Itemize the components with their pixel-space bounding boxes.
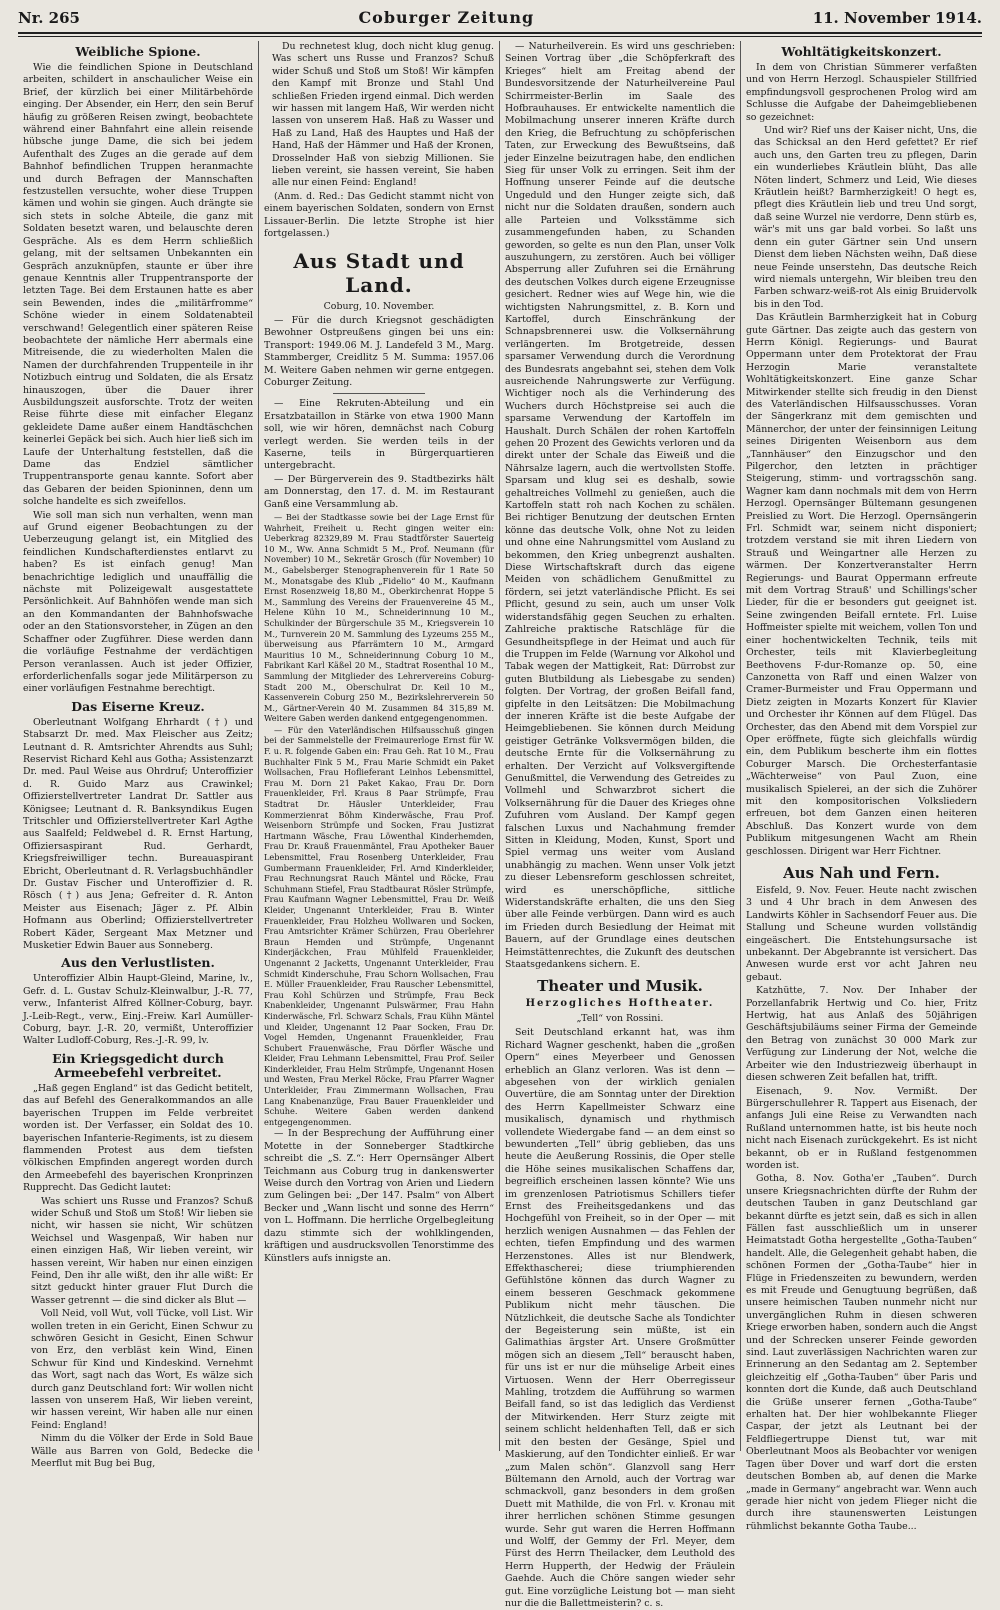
issue-number: Nr. 265 — [18, 9, 80, 27]
article-motette: — In der Besprechung der Aufführung einer Motette in der Sonneberger Stadtkirche schreibt die „S. Z.“: Herr Opernsänger Albert Teichmann aus Coburg trug in dankenswerter Weise durch den Vortrag von Arien und Liedern zum Gelingen bei: „Der 147. Psalm“ von Albert Becker und „Wann lischt und sonne des Herrn“ von L. Hoffmann. Die herrliche Orgelbegleitung dazu stimmte sich der wohlklingenden, kräftigen und ausdrucksvollen Tenorstimme des Künstlers aufs innigste an. — [264, 1128, 494, 1264]
column-1 — [18, 41, 259, 1470]
masthead-rule-thin — [18, 36, 982, 37]
article-eisfeld: Eisfeld, 9. Nov. Feuer. Heute nacht zwischen 3 und 4 Uhr brach in dem Anwesen des Landwirts Köhler in Sachsendorf Feuer aus. Die Stallung und Scheune wurden vollständig eingeäschert. Die Entstehungsursache ist unbekannt. Der Abgebrannte ist versichert. Das Anwesen wurde erst vor acht Jahren neu gebaut. — [746, 885, 977, 983]
dateline: Coburg, 10. November. — [323, 300, 435, 312]
article-konzert-intro: In dem von Christian Sümmerer verfaßten und von Herrn Herzogl. Schauspieler Stillfried empfindungsvoll gesprochenen Prolog wird am Schlusse die Aufgabe der Daheimgebliebenen so gezeichnet: — [746, 62, 977, 123]
article-rekruten: — Eine Rekruten-Abteilung und ein Ersatzbataillon in Stärke von etwa 1900 Mann soll, wie wir hören, demnächst nach Coburg verlegt werden. Sie werden teils in der Kaserne, teils in Bürgerquartieren untergebracht. — [264, 398, 494, 472]
column-2 — [259, 41, 500, 1451]
article-buergerverein: — Der Bürgerverein des 9. Stadtbezirks hält am Donnerstag, den 17. d. M. im Restaurant Ganß eine Versammlung ab. — [264, 473, 494, 510]
article-naturheilverein: — Naturheilverein. Es wird uns geschrieben: Seinen Vortrag über „die Schöpferkraft des Krieges“ hielt am Freitag abend der Bundesvorsitzende der Naturheilvereine Paul Schirrmeister-Berlin im Saale des Hofbrauhauses. Er entwickelte namentlich die Mobilmachung unserer inneren Kräfte durch den Krieg, die Befruchtung zu schöpferischen Taten, zur Erweckung des Bewußtseins, daß jeder Einzelne beizutragen habe, den endlichen Sieg für unser Volk zu erringen. Seit ihm der Hoffnung unserer Feinde auf die deutsche Ungeduld und den Hunger zeigte sich, daß nicht nur die Soldaten draußen, sondern auch alle Parteien und Volksstämme sich zusammengefunden haben, zu Schanden geworden, so gelte es nun den Plan, unser Volk auszuhungern, zu zerstören. Auch bei völliger Absperrung aller Zufuhren sei die Ernährung des deutschen Volkes durch eigene Erzeugnisse gesichert. Redner wies auf Wege hin, wie die wichtigsten Nahrungsmittel, z. B. Korn und Kartoffel, durch Einschränkung der Schnapsbrennerei usw. die Volksernährung verlängerten. Im Brotgetreide, dessen sparsamer Verwendung durch die Verordnung des Bundesrats angebahnt sei, stehen dem Volk ausreichende Nahrungswerte zur Verfügung. Wichtiger noch als die Verhinderung des Wuchers durch Höchstpreise sei auch die sparsame Verwendung der Kartoffeln im Haushalt. Durch Schälen der rohen Kartoffeln gehen 20 Prozent des Gewichts verloren und da direkt unter der Schale das Eiweiß und die Nährsalze lagern, auch die wertvollsten Stoffe. Sparsam und klug sei es deshalb, sowie gehaltreiches Vollmehl zu genießen, auch die Kartoffeln statt roh nach Kochen zu schälen. Bei richtiger Benutzung der deutschen Ernten könne das deutsche Volk, ohne Not zu leiden und ohne eine Nahrungsmittel vom Ausland zu bekommen, den Krieg unbegrenzt aushalten. Diese Wirtschaftskraft durch das eigene Meiden von schädlichem Genußmittel zu fördern, sei jetzt vaterländische Pflicht. Es sei Pflicht, gesund zu sein, auch um unser Volk widerstandsfähig gegen Seuchen zu erhalten. Zahlreiche praktische Ratschläge für die Gesundheitspflege in der Heimat und auch für die Truppen im Felde (Warnung vor Alkohol und Tabak wegen der Mattigkeit, Rat: Dürrobst zur guten Blutbildung als Liebesgabe zu senden) folgten. Der Vortrag, der großen Beifall fand, gipfelte in den Leitsätzen: Die Mobilmachung der inneren Kräfte ist die beste Aufgabe der Heimgebliebenen. Sie können durch Meidung geistiger Getränke Volksvermögen bilden, die deutsche Ernte für die Volksernährung zu erhalten. Der Verzicht auf Volksvergiftende Genußmittel, die Verwendung des Getreides zu Vollmehl und Schwarzbrot sichert die Volksernährung für die Dauer des Krieges ohne Zufuhren vom Ausland. Der Kampf gegen falschen Luxus und Nachahmung fremder Sitten in Kleidung, Moden, Kunst, Sport und Spiel vermag uns weiter vom Ausland unabhängig zu machen. Wenn unser Volk jetzt zu dieser Lebensreform geschlossen schreitet, wird es unerschöpfliche, sittliche Widerstandskräfte erhalten, die uns den Sieg über alle Feinde verbürgen. Dann wird es auch im Frieden durch Besiedlung der Heimat mit Bauern, auf der Grundlage eines deutschen Heimstättenrechtes, die Zukunft des deutschen Staatsgedankens sichern. E. — [505, 41, 735, 971]
article-gotha: Gotha, 8. Nov. Gotha'er „Tauben“. Durch unsere Kriegsnachrichten dürfte der Ruhm der deutschen Tauben in ganz Deutschland gar bekannt dürfte es jetzt sein, daß es sich in allen Fällen fast ausschließlich um in unserer Heimatstadt Gotha hergestellte „Gotha-Tauben“ handelt. Alle, die Gelegenheit gehabt haben, die schönen Formen der „Gotha-Taube“ hier in Flüge in Friedenszeiten zu bewundern, werden es mit Freude und Genugtuung begrüßen, daß unsere heimischen Tauben nunmehr nicht nur unvergänglichen Ruhm in diesen schweren Kriege erworben haben, sondern auch die Angst und der Schrecken unserer Feinde geworden sind. Laut zuverlässigen Nachrichten waren zur Erinnerung an den Sedantag am 2. September gleichzeitig elf „Gotha-Tauben“ über Paris und konnten dort die Kunde, daß auch Deutschland die Grüße unserer fernen „Gotha-Taube“ erhalten hat. Der hier wohlbekannte Flieger Caspar, der jetzt als Leutnant bei der Feldfliegertruppe Dienst tut, war mit Oberleutnant Moos als Beobachter vor wenigen Tagen über Dover und warf dort die ersten deutschen Bomben ab, auf denen die Marke „made in Germany“ angebracht war. Wenn auch gerade hier nicht von jedem Flieger nicht die durch ihre staunenswerten Leistungen rühmlichst bekannte Gotha Taube... — [746, 1173, 977, 1532]
issue-date: 11. November 1914. — [812, 9, 982, 27]
heading-wohltaetigkeitskonzert: Wohltätigkeitskonzert. — [781, 44, 942, 59]
heading-kriegsgedicht: Ein Kriegsgedicht durch Armeebefehl verbreitet. — [52, 1050, 224, 1080]
prolog-verse: Und wir? Rief uns der Kaiser nicht, Uns, die das Schicksal an den Herd gefettet? Er rief auch uns, den Garten treu zu pflegen, Darin ein wunderliebes Kräutlein blüht, Das alle Nöten lindert, Schmerz und Leid, Wie dieses Kräutlein heißt? Barmherzigkeit! O hegt es, pflegt dies Kräutlein lieb und treu Und sorgt, daß seine Wurzel nie verdorre, Denn stürb es, wär's mit uns gar bald vorbei. So laßt uns denn ein guter Gärtner sein Und unsern Dienst dem lieben Nächsten weihn, Daß diese neue Feinde unserstehn, Das deutsche Reich wird niemals untergehn, Wir bleiben treu den Farben schwarz-weiß-rot Als einig Bruidervolk bis in den Tod. — [754, 125, 977, 310]
masthead — [18, 8, 982, 30]
masthead-rule — [18, 32, 982, 34]
article-spione: Wie die feindlichen Spione in Deutschland arbeiten, schildert in anschaulicher Weise ein Brief, der kürzlich bei einer Militärbehörde einging. Der Absender, ein Herr, den sein Beruf häufig zu größeren Reisen zwingt, beobachtete während einer Bahnfahrt eine allein reisende hübsche junge Dame, die sich bei jedem Aufenthalt des Zuges an die gerade auf dem Bahnhof befindlichen Truppen heranmachte und durch Befragen der Mannschaften festzustellen versuchte, woher diese Truppen kämen und wohin sie gingen. Auch drängte sie sich stets in solche Abteile, die ganz mit Soldaten besetzt waren, und belauschte deren Gespräche. Als es dem Herrn schließlich gelang, mit der seltsamen Unbekannten ein Gespräch anzuknüpfen, staunte er über ihre genaue Kenntnis aller Truppentransporte der letzten Tage. Bei dem Erstaunen hatte es aber sein Bewenden, indes die „militärfromme“ Schöne wieder in einem Soldatenabteil verschwand! Gelegentlich einer späteren Reise beobachtete der nämliche Herr abermals eine Mitreisende, die zu wiederholten Malen die Namen der durchfahrenden Truppenteile in ihr Notizbuch eintrug und Soldaten, die als Ersatz hinauszogen, über die Dauer ihrer Ausbildungszeit ausforschte. Trotz der weiten Reise führte diese mit einfacher Eleganz gekleidete Dame außer einem Handtäschchen keinerlei Gepäck bei sich. Auch hier ließ sich im Laufe der Unterhaltung feststellen, daß die Dame das Endziel sämtlicher Truppentransporte genau kannte. Sofort aber das Gebaren der beiden Spioninnen, denn um solche handelte es sich zweifellos. — [23, 62, 253, 508]
article-gedicht-intro: „Haß gegen England“ ist das Gedicht betitelt, das auf Befehl des Generalkommandos an alle bayerischen Truppen im Felde verbreitet worden ist. Der Verfasser, ein Soldat des 10. bayerischen Infanterie-Regiments, ist zu diesem flammenden Protest aus dem tiefsten völkischen Empfinden angeregt worden durch den Armeebefehl des bayerischen Kronprinzen Rupprecht. Das Gedicht lautet: — [23, 1082, 253, 1194]
article-ostpreussen: — Für die durch Kriegsnot geschädigten Bewohner Ostpreußens gingen bei uns ein: Transport: 1949.06 M. J. Landefeld 3 M., Marg. Stammberger, Creidlitz 5 M. Summa: 1957.06 M. Weitere Gaben nehmen wir gerne entgegen. Coburger Zeitung. — [264, 314, 494, 388]
heading-nah-und-fern: Aus Nah und Fern. — [783, 864, 940, 882]
column-4 — [741, 41, 982, 1532]
article-konzert: Das Kräutlein Barmherzigkeit hat in Coburg gute Gärtner. Das zeigte auch das gestern von Herrn Königl. Regierungs- und Baurat Oppermann unter dem Protektorat der Frau Herzogin Marie veranstaltete Wohltätigkeitskonzert. Eine ganze Schar Mitwirkender stellte sich freudig in den Dienst des Vaterländischen Hilfsausschusses. Voran der Sängerkranz mit dem gemischten und Männerchor, der unter der feinsinnigen Leitung seines Dirigenten Weisenborn aus dem „Tannhäuser“ den Einzugschor und den Pilgerchor, den letzten in prächtiger Steigerung, stimm- und vortragsschön sang. Wagner kam dann nochmals mit dem von Herrn Herzogl. Opernsänger Bültemann gesungenen Preislied zu Wort. Die Herzogl. Opernsängerin Frl. Schmidt war, seinem nicht disponiert; trotzdem verstand sie mit ihren Liedern von Strauß und Weingartner alle Herzen zu wärmen. Der Konzertveranstalter Herrn Regierungs- und Baurat Oppermann erfreute mit dem Vortrag Strauß' und Schillings'scher Lieder, für die er besonders gut geeignet ist. Seine zwingenden Beifall erntete. Frl. Luise Hoffmeister spielte mit weichem, vollen Ton und einer hochentwickelten Technik, teils mit Orchester, teils mit Klavierbegleitung Beethovens F-dur-Romanze op. 50, eine Canzonetta von Raff und einen Walzer von Cramer-Burmeister und Frau Oppermann und Dietz zeigten in Mozarts Konzert für Klavier und Orchester ihr Können auf dem Flügel. Das Orchester, das den Abend mit dem Vorspiel zur Oper eröffnete, fügte sich gleichfalls würdig ein, dem Publikum bescherte ihm ein flottes Coburger Marsch. Die Orchesterfantasie „Wächterweise“ von Paul Zuon, eine musikalisch Spielerei, an der sich die Zuhörer mit den kompositorischen Volksliedern erfreuen, bot dem Ganzen einen heiteren Abschluß. Das Konzert wurde von dem Publikum mitgesungenen Wacht am Rhein geschlossen. Dirigent war Herr Fichtner. — [746, 312, 977, 857]
heading-hoftheater: Herzogliches Hoftheater. — [525, 998, 715, 1010]
article-eiserne-kreuz: Oberleutnant Wolfgang Ehrhardt (†) und Stabsarzt Dr. med. Max Fleischer aus Zeitz; Leutnant d. R. Amtsrichter Ahrendts aus Suhl; Reservist Richard Kehl aus Gotha; Assistenzarzt Dr. med. Paul Weise aus Ohrdruf; Unteroffizier d. R. Guido Marz aus Crawinkel; Offizierstellvertreter Landrat Dr. Sattler aus Königsee; Leutnant d. R. Banksyndikus Eugen Tritschler und Offizierstellvertreter Karl Agthe aus Saalfeld; Feldwebel d. R. Ernst Hartung, Offiziersaspirant Rud. Gerhardt, Kriegsfreiwilliger techn. Bureauaspirant Ebricht, Oberleutnant d. R. Verlagsbuchhändler Dr. Gustav Fischer und Unteroffizier d. R. Rösch (†) aus Jena; Gefreiter d. R. Anton Meister aus Eisenach; Jäger z. Pf. Albin Hofmann aus Oberlind; Offizierstellvertreter Robert Käder, Sergeant Max Metzner und Musketier Edwin Bauer aus Sonneberg. — [23, 716, 253, 952]
article-eisenach: Eisenach, 9. Nov. Vermißt. Der Bürgerschullehrer R. Tappert aus Eisenach, der anfangs Juli eine Reise zu Verwandten nach Rußland unternommen hatte, ist bis heute noch nicht nach Eisenach zurückgekehrt. Es ist nicht bekannt, ob er in Rußland festgenommen worden ist. — [746, 1085, 977, 1171]
heading-eiserne-kreuz: Das Eiserne Kreuz. — [71, 698, 205, 714]
article-hilfsausschuss: — Für den Vaterländischen Hilfsausschuß gingen bei der Sammelstelle der Freimaurerloge Ernst für W. F. u. R. folgende Gaben ein: Frau Geh. Rat 10 M., Frau Buchhalter Fink 5 M., Frau Marie Schmidt ein Paket Wollsachen, Frau Hoflieferant Leinhos Lebensmittel, Frau M. Dorn 21 Paket Kakao, Frau Dr. Dorn Frauenkleider, Frl. Kraus 8 Paar Strümpfe, Frau Stadtrat Dr. Häusler Unterkleider, Frau Kommerzienrat Böhm Kinderwäsche, Frau Prof. Weisenborn Strümpfe und Socken, Frau Justizrat Hartmann Wäsche, Frau Löwenthal Kinderhemden, Frau Dr. Krauß Frauenmäntel, Frau Apotheker Bauer Lebensmittel, Frau Rosenberg Unterkleider, Frau Gumbermann Frauenkleider, Frl. Arnd Kinderkleider, Frau Rechnungsrat Rauch Mäntel und Röcke, Frau Schuhmann Stiefel, Frau Stadtbaurat Rösler Strümpfe, Frau Kaufmann Wagner Lebensmittel, Frau Dr. Weiß Kleider, Ungenannt Unterkleider, Frau B. Winter Frauenkleider, Frau Holzheu Wollwaren und Socken, Frau Amtsrichter Krämer Schürzen, Frau Oberlehrer Braun Hemden und Strümpfe, Ungenannt Kinderjäckchen, Frau Mühlfeld Frauenkleider, Ungenannt 2 Jacketts, Ungenannt Unterkleider, Frau Schmidt Kinderschuhe, Frau Schorn Wollsachen, Frau E. Müller Frauenkleider, Frau Rauscher Lebensmittel, Frau Kohl Schürzen und Strümpfe, Frau Beck Knabenkleider, Ungenannt Pulswärmer, Frau Hahn Kinderwäsche, Frl. Schwarz Schals, Frau Kühn Mäntel und Kleider, Ungenannt 12 Paar Socken, Frau Dr. Vogel Hemden, Ungenannt Frauenkleider, Frau Schubert Frauenwäsche, Frau Dörfler Wäsche und Kleider, Frau Lehmann Lebensmittel, Frau Prof. Seiler Kinderkleider, Frau Helm Strümpfe, Ungenannt Hosen und Westen, Frau Merkel Röcke, Frau Pfarrer Wagner Unterkleider, Frau Zimmermann Wollsachen, Frau Lang Knabenanzüge, Frau Bauer Frauenkleider und Schuhe. Weitere Gaben werden dankend entgegengenommen. — [264, 724, 494, 1127]
heading-theater-musik: Theater und Musik. — [537, 977, 703, 996]
article-katzhuette: Katzhütte, 7. Nov. Der Inhaber der Porzellanfabrik Hertwig und Co. hier, Fritz Hertwig, hat aus Anlaß des 50jährigen Geschäftsjubiläums seiner Firma der Gemeinde den Betrag von zunächst 30 000 Mark zur Verfügung zur Linderung der Not, welche die Arbeiter wie den Industriezweig überhaupt in diesen schweren Zeit befallen hat, trifft. — [746, 985, 977, 1084]
paper-title: Coburger Zeitung — [358, 8, 535, 27]
article-stadtkasse: — Bei der Stadtkasse sowie bei der Lage Ernst für Wahrheit, Freiheit u. Recht gingen weiter ein: Ueberkrag 82329,89 M. Frau Stadtförster Sauerteig 10 M., Ww. Anna Schmidt 5 M., Prof. Neumann (für November) 10 M., Sekretär Grosch (für November) 10 M., Gabelsberger Stenographenverein für 1 Rate 50 M., Monatsgabe des Klub „Fidelio“ 40 M., Kaufmann Ernst Rosenzweig 18,80 M., Oberkirchenrat Hoppe 5 M., Sammlung des Vereins der Frauenvereine 45 M., Helene Kühn 10 M., Schneiderinnung 10 M., Schulkinder der Bürgerschule 35 M., Kriegsverein 10 M., Turnverein 20 M. Sammlung des Lyzeums 255 M., überweisung aus Pfarrämtern 10 M., Armgard Mauritius 10 M., Schneiderinnung Coburg 10 M., Fabrikant Karl Käßel 20 M., Stadtrat Rosenthal 10 M., Sammlung der Mitglieder des Lehrervereins Coburg-Stadt 200 M., Oberschulrat Dr. Keil 10 M., Kassenverein Coburg 250 M., Bezirkslehrerverein 50 M., Gärtner-Verein 40 M. Zusammen 84 315,89 M. Weitere Gaben werden dankend entgegengenommen. — [264, 512, 494, 724]
editor-note: (Anm. d. Red.: Das Gedicht stammt nicht von einem bayerischen Soldaten, sondern von Ernst Lissauer-Berlin. Die letzte Strophe ist hier fortgelassen.) — [264, 190, 494, 240]
poem-verse-3: Nimm du die Völker der Erde in Sold Baue Wälle aus Barren von Gold, Bedecke die Meerflut mit Bug bei Bug, — [31, 1433, 253, 1470]
heading-stadt-und-land: Aus Stadt und Land. — [293, 248, 465, 297]
article-spione-2: Wie soll man sich nun verhalten, wenn man auf Grund eigener Beobachtungen zu der Ueberzeugung gelangt ist, ein Mitglied des feindlichen Kundschafterdienstes entlarvt zu haben? Es ist einfach genug! Man benachrichtige lediglich und unauffällig die nächste mit Polizeigewalt ausgestattete Persönlichkeit. Auf Bahnhöfen wende man sich an den Kommandanten der Bahnhofswache oder an den Stationsvorsteher, in Zügen an den Schaffner oder Zugführer. Diese werden dann die vorläufige Festnahme der verdächtigen Person veranlassen. Auch ist jeder Offizier, erforderlichenfalls sogar jede Militärperson zu einer vorläufigen Festnahme berechtigt. — [23, 509, 253, 695]
tell-title: „Tell“ von Rossini. — [576, 1012, 664, 1024]
article-tell-review: Seit Deutschland erkannt hat, was ihm Richard Wagner geschenkt, haben die „großen Opern“ eines Meyerbeer und Genossen erheblich an Glanz verloren. Was ist denn — abgesehen von der wirklich genialen Ouvertüre, die am Sonntag unter der Direktion des Herrn Kapellmeister Schwarz eine musikalisch, dynamisch und rhythmisch vollendete Wiedergabe fand — an dem einst so bewunderten „Tell“ übrig geblieben, das uns heute die Aeußerung Rossinis, die Oper stelle die Höhe seines musikalischen Schaffens dar, begreiflich erscheinen lassen könnte? Wie uns im grenzenlosen Patriotismus Schillers tiefer Ernst des Freiheitsgedankens und das Hochgefühl von Freiheit, so in der Oper — mit herzlich wenigen Ausnahmen — das Fehlen der echten, tiefen Empfindung und des warmen Herzenstones. Alles ist nur Blendwerk, Effekthascherei; diese triumphierenden Gefühlstöne können das durch Wagner zu einem besseren Geschmack gekommene Publikum nicht mehr täuschen. Die Nützlichkeit, die deutsche Sache als Tondichter der Begeisterung sein müßte, ist ein Galimathias ärgster Art. Unsere Großmütter mögen sich an diesem „Tell“ berauscht haben, für uns ist er nur die mühselige Arbeit eines Virtuosen. Wenn der Herr Oberregisseur Mahling, trotzdem die Aufführung so warmen Beifall fand, so ist das lediglich das Verdienst der Mitwirkenden. Herr Sturz zeigte mit seinem schlicht heldenhaften Tell, daß er sich mit den besten der Gesänge, Spiel und Maskierung, auf den Tondichter einließ. Er war „zum Malen schön“. Glanzvoll sang Herr Bültemann den Arnold, auch der Vortrag war schmackvoll, ganz besonders in dem großen Duett mit Mathilde, die von Frl. v. Kronau mit ihrer herrlichen schönen Stimme gesungen wurde. Sehr gut waren die Herren Hoffmann und Wolff, der Gemmy der Frl. Meyer, dem Fürst des Herrn Theilacker, dem Leuthold des Herrn Hupperth, der Hedwig der Fräulein Gaehde. Auch die Chöre sangen wieder sehr gut. Eine vorzügliche Leistung bot — man sieht nur die die Ballettmeisterin? c. s. — [505, 1027, 735, 1609]
heading-weibliche-spione: Weibliche Spione. — [75, 44, 201, 59]
heading-verlustlisten: Aus den Verlustlisten. — [61, 955, 215, 971]
article-verlustlisten: Unteroffizier Albin Haupt-Gleind, Marine, lv., Gefr. d. L. Gustav Schulz-Kleinwalbur, J.-R. 77, verw., Infanterist Alfred Köllner-Coburg, bayr. J.-Leib-Regt., verw., Einj.-Freiw. Karl Aumüller-Coburg, bayr. J.-R. 20, vermißt, Unteroffizier Walter Ludloff-Coburg, Res.-J.-R. 99, lv. — [23, 973, 253, 1047]
columns — [18, 41, 982, 1609]
column-3 — [500, 41, 741, 1609]
poem-verse-continued: Du rechnetest klug, doch nicht klug genug. Was schert uns Russe und Franzos? Schuß wider Schuß und Stoß um Stoß! Wir kämpfen den Kampf mit Bronze und Stahl Und schließen Frieden irgend einmal. Dich werden wir hassen mit langem Haß, Wir werden nicht lassen von unserem Haß. Haß zu Wasser und Haß zu Land, Haß des Hauptes und Haß der Hand, Haß der Hämmer und Haß der Kronen, Drosselnder Haß von siebzig Millionen. Sie lieben vereint, sie hassen vereint, Sie haben alle nur einen Feind: England! — [272, 41, 494, 189]
divider — [333, 393, 425, 394]
poem-verse-1: Was schiert uns Russe und Franzos? Schuß wider Schuß und Stoß um Stoß! Wir lieben sie nicht, wir hassen sie nicht, Wir schützen Weichsel und Wasgenpaß, Wir haben nur einen einzigen Haß, Wir lieben vereint, wir hassen vereint, Wir haben nur einen einzigen Feind, Den ihr alle wißt, den ihr alle wißt: Er sitzt geduckt hinter grauer Flut Durch die Wasser getrennt — die sind dicker als Blut — — [31, 1195, 253, 1306]
poem-verse-2: Voll Neid, voll Wut, voll Tücke, voll List. Wir wollen treten in ein Gericht, Einen Schwur zu schwören Gesicht in Gesicht, Einen Schwur von Erz, den verbläst kein Wind, Einen Schwur für Kind und Kindeskind. Vernehmt das Wort, sagt nach das Wort, Es wälze sich durch ganz Deutschland fort: Wir wollen nicht lassen von unserem Haß, Wir lieben vereint, wir hassen vereint, Wir haben alle nur einen Feind: England! — [31, 1308, 253, 1431]
